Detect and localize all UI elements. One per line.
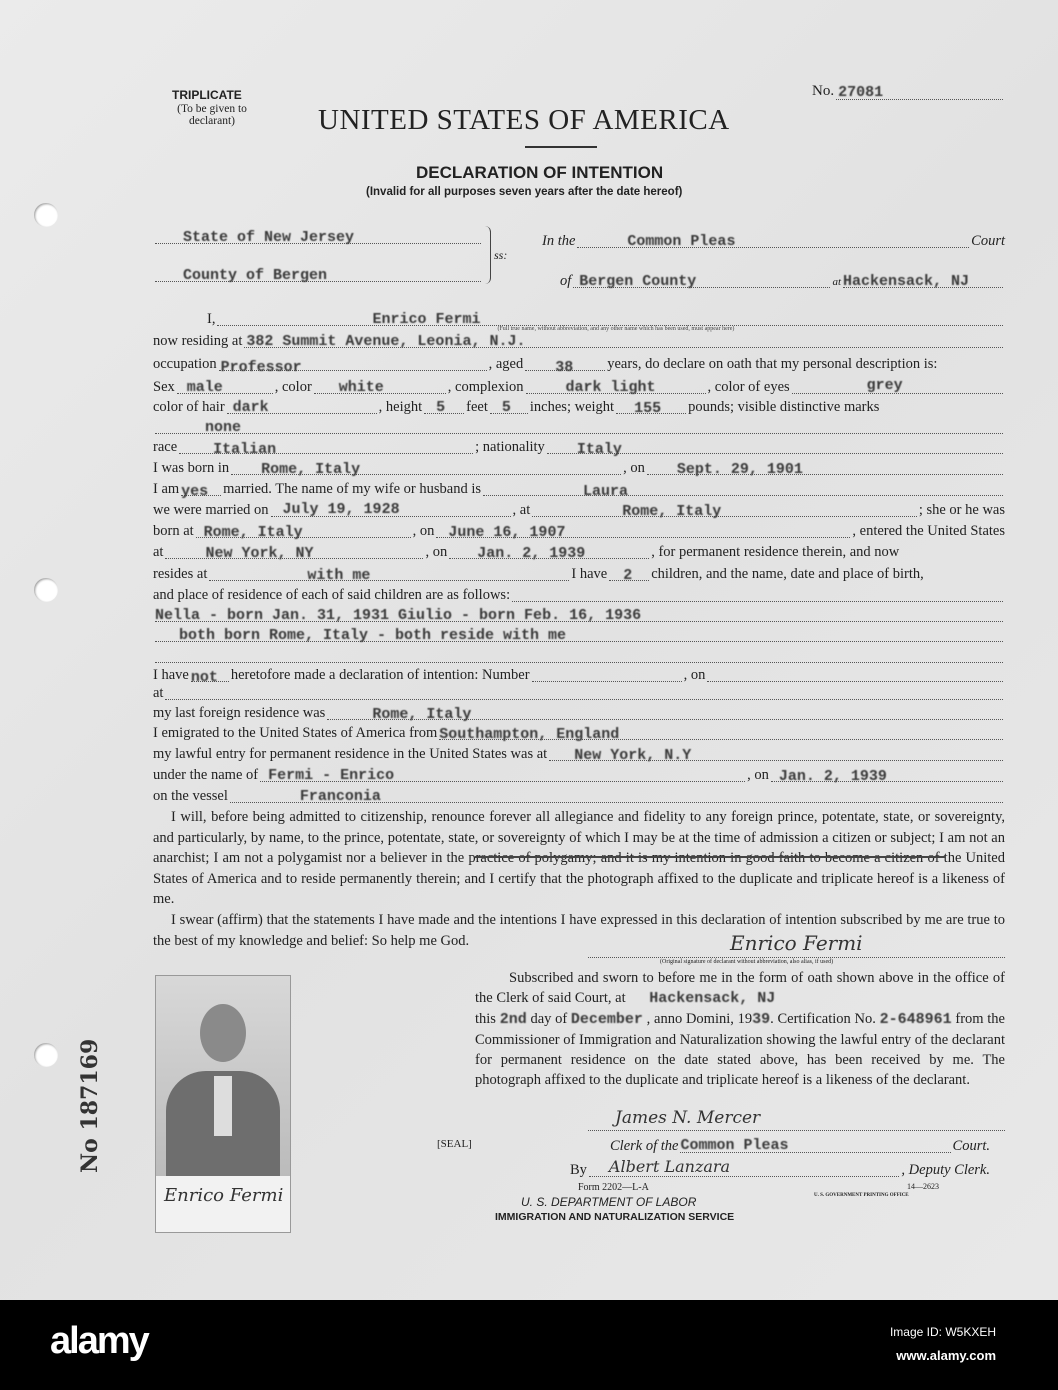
stamp-number: No 187169 <box>77 1038 103 1173</box>
married-status: yes <box>181 483 209 500</box>
residence: 382 Summit Avenue, Leonia, N.J. <box>246 333 526 350</box>
nationality-label: ; nationality <box>475 438 545 455</box>
alamy-logo: alamy <box>50 1320 148 1362</box>
form-number-label: Form 2202—L-A <box>578 1182 649 1193</box>
entry-name: Fermi - Enrico <box>268 767 395 784</box>
complexion: dark light <box>565 379 656 396</box>
copy-label: TRIPLICATE <box>172 88 242 102</box>
spouse-residence: with me <box>307 567 371 584</box>
color: white <box>338 379 384 396</box>
validity-note: (Invalid for all purposes seven years after the date hereof) <box>366 186 683 198</box>
sex-label: Sex <box>153 378 175 395</box>
this-label: this <box>475 1011 496 1027</box>
am-label: I am <box>153 480 180 497</box>
declarant-photo <box>156 976 290 1176</box>
permanent-label: , for permanent residence therein, and now <box>651 543 900 560</box>
emigrated-from: Southampton, England <box>439 726 620 743</box>
form-subtitle: DECLARATION OF INTENTION <box>416 163 664 182</box>
height-inches: 5 <box>501 399 511 416</box>
swear-paragraph: I swear (affirm) that the statements I have made and the intentions I have expressed in this declaration of intention subscribed by me are true to the best of my knowledge and belief: So help me God. <box>153 912 1005 949</box>
day-of-label: day of <box>530 1011 568 1027</box>
punch-hole <box>34 578 58 602</box>
on-label: , on <box>747 766 769 783</box>
anno-label: , anno Domini, 19 <box>646 1011 753 1027</box>
spouse-birthplace: Rome, Italy <box>203 524 303 541</box>
number-label: No. <box>812 83 835 99</box>
photo-card <box>155 975 291 1233</box>
married-at-label: , at <box>512 501 531 518</box>
certification-number: 2-648961 <box>879 1011 952 1028</box>
on-label: , on <box>425 543 448 560</box>
strikethrough <box>475 856 945 858</box>
residing-label: now residing at <box>153 332 243 349</box>
declarant-name: Enrico Fermi <box>372 311 481 328</box>
service-label: IMMIGRATION AND NATURALIZATION SERVICE <box>495 1211 735 1223</box>
clerk-paragraph-2: from the Commissioner of Immigration and Naturalization showing the lawful entry of the declarant for permanent residence on the date stated above, has been received by me. The photograph affixed to the duplicate and triplicate hereof is a likeness of the declarant. <box>475 1011 1005 1088</box>
of-label: of <box>560 272 572 289</box>
last-residence-label: my last foreign residence was <box>153 704 326 721</box>
height-feet: 5 <box>436 399 446 416</box>
nationality: Italy <box>576 441 622 458</box>
seal-label: [SEAL] <box>437 1138 472 1150</box>
spouse-label: married. The name of my wife or husband is <box>223 480 482 497</box>
court-county: Bergen County <box>579 273 697 290</box>
sworn-year: 39 <box>752 1011 771 1028</box>
race-label: race <box>153 438 178 455</box>
hair-label: color of hair <box>153 398 225 415</box>
court-label: Court. <box>952 1137 990 1154</box>
on-label: , on <box>623 459 645 476</box>
have-label: I have <box>571 565 608 582</box>
image-id: Image ID: W5KXEH <box>889 1325 996 1339</box>
clerk-court: Common Pleas <box>680 1137 789 1154</box>
aged-label: , aged <box>488 355 524 372</box>
department-label: U. S. DEPARTMENT OF LABOR <box>521 1195 697 1209</box>
children-line-2: both born Rome, Italy - both reside with me <box>179 627 567 644</box>
oath-paragraph: I will, before being admitted to citizenship, renounce forever all allegiance and fidelity to any foreign prince, potentate, state, or sovereignty, and particularly, by name, to the prince, potentate, state, or sovereignty of which I may be at the time of admission a citizen or subject; I am not an anarchist; I am not a polygamist nor a believer in the practice of polygamy; and it is my intention in good faith to become a citizen of the United States of America and to reside permanently therein; and I certify that the photograph affixed to the duplicate and triplicate hereof is a likeness of me. <box>153 809 1005 907</box>
resides-label: resides at <box>153 565 208 582</box>
marriage-date: July 19, 1928 <box>282 501 400 518</box>
in-the-label: In the <box>542 232 576 249</box>
entry-date: Jan. 2, 1939 <box>477 545 586 562</box>
weight: 155 <box>634 400 662 417</box>
prior-tail: heretofore made a declaration of intention: Number <box>230 666 530 683</box>
children-intro: and place of residence of each of said children are as follows: <box>153 586 511 603</box>
race: Italian <box>213 441 277 458</box>
by-label: By <box>570 1161 587 1178</box>
name-label: I, <box>207 310 216 327</box>
clerk-paragraph: Subscribed and sworn to before me in the form of oath shown above in the office of the Clerk of said Court, at <box>475 970 1005 1006</box>
photo-signature: Enrico Fermi <box>164 1185 284 1206</box>
clerk-of-label: Clerk of the <box>610 1137 679 1154</box>
court-city: Hackensack, NJ <box>843 273 970 290</box>
under-name-label: under the name of <box>153 766 259 783</box>
eyes-label: , color of eyes <box>707 378 790 395</box>
copy-note: (To be given to declarant) <box>177 103 247 127</box>
feet-label: feet <box>466 398 488 415</box>
oath-intro: years, do declare on oath that my personal description is: <box>607 355 938 372</box>
marriage-place: Rome, Italy <box>622 503 722 520</box>
emigrated-label: I emigrated to the United States of America from <box>153 724 438 741</box>
on-label: , on <box>683 666 706 683</box>
punch-hole <box>34 1043 58 1067</box>
occupation-label: occupation <box>153 355 217 372</box>
sworn-day: 2nd <box>499 1011 527 1028</box>
sworn-month: December <box>570 1011 643 1028</box>
printer-label: U. S. GOVERNMENT PRINTING OFFICE <box>814 1193 909 1198</box>
form-code: 14—2623 <box>907 1182 939 1191</box>
occupation: Professor <box>220 359 302 376</box>
venue-county: County of Bergen <box>183 267 328 284</box>
marks-label: pounds; visible distinctive marks <box>688 398 880 415</box>
vessel-name: Franconia <box>299 788 381 805</box>
brace <box>485 226 491 284</box>
children-line-1: Nella - born Jan. 31, 1931 Giulio - born Feb. 16, 1936 <box>155 607 642 624</box>
spouse-birth-date: June 16, 1907 <box>448 524 566 541</box>
arrival-date: Jan. 2, 1939 <box>778 768 887 785</box>
clerk-signature: James N. Mercer <box>615 1108 761 1128</box>
spouse-name: Laura <box>583 483 629 500</box>
birthplace: Rome, Italy <box>261 461 361 478</box>
eye-color: grey <box>866 377 903 394</box>
sex: male <box>186 379 223 396</box>
name-hint: (Full true name, without abbreviation, and any other name which has been used, must appear here) <box>497 326 735 332</box>
hair-color: dark <box>232 399 269 416</box>
weight-label: inches; weight <box>529 398 615 415</box>
children-label: children, and the name, date and place of birth, <box>651 565 924 582</box>
page-title: UNITED STATES OF AMERICA <box>318 104 730 136</box>
vessel-label: on the vessel <box>153 787 228 804</box>
entered-at-label: at <box>153 543 164 560</box>
spouse-born-label: ; she or he was <box>918 501 1005 518</box>
birth-date: Sept. 29, 1901 <box>676 461 803 478</box>
prior-label: I have <box>153 666 189 683</box>
entry-label: my lawful entry for permanent residence in the United States was at <box>153 745 548 762</box>
prior-declaration: not <box>190 669 218 686</box>
age: 38 <box>555 359 574 376</box>
form-number: 27081 <box>838 84 884 101</box>
venue-state: State of New Jersey <box>183 229 355 246</box>
entered-label: , entered the United States <box>852 522 1005 539</box>
cert-label: . Certification No. <box>770 1011 876 1027</box>
children-count: 2 <box>623 567 633 584</box>
watermark-banner <box>0 1300 1058 1390</box>
at-label: at <box>832 276 841 288</box>
height-label: , height <box>378 398 423 415</box>
born-at-label: born at <box>153 522 194 539</box>
last-residence: Rome, Italy <box>372 706 472 723</box>
site-url: www.alamy.com <box>896 1348 996 1363</box>
ss-label: ss: <box>494 248 508 262</box>
court-name: Common Pleas <box>627 233 736 250</box>
punch-hole <box>34 203 58 227</box>
color-label: , color <box>274 378 312 395</box>
signature-hint: (Original signature of declarant without abbreviation, also alias, if used) <box>660 959 834 965</box>
married-on-label: we were married on <box>153 501 269 518</box>
declarant-signature: Enrico Fermi <box>730 931 863 955</box>
sworn-place: Hackensack, NJ <box>649 990 776 1007</box>
prior-at-label: at <box>153 684 164 701</box>
born-label: I was born in <box>153 459 230 476</box>
divider <box>525 146 597 148</box>
court-label: Court <box>971 232 1005 249</box>
complexion-label: , complexion <box>447 378 524 395</box>
entry-city: New York, NY <box>205 545 314 562</box>
entry-port: New York, N.Y <box>574 747 692 764</box>
on-label: , on <box>412 522 435 539</box>
deputy-label: , Deputy Clerk. <box>901 1161 990 1178</box>
deputy-signature: Albert Lanzara <box>608 1157 731 1177</box>
distinctive-marks: none <box>205 419 242 436</box>
